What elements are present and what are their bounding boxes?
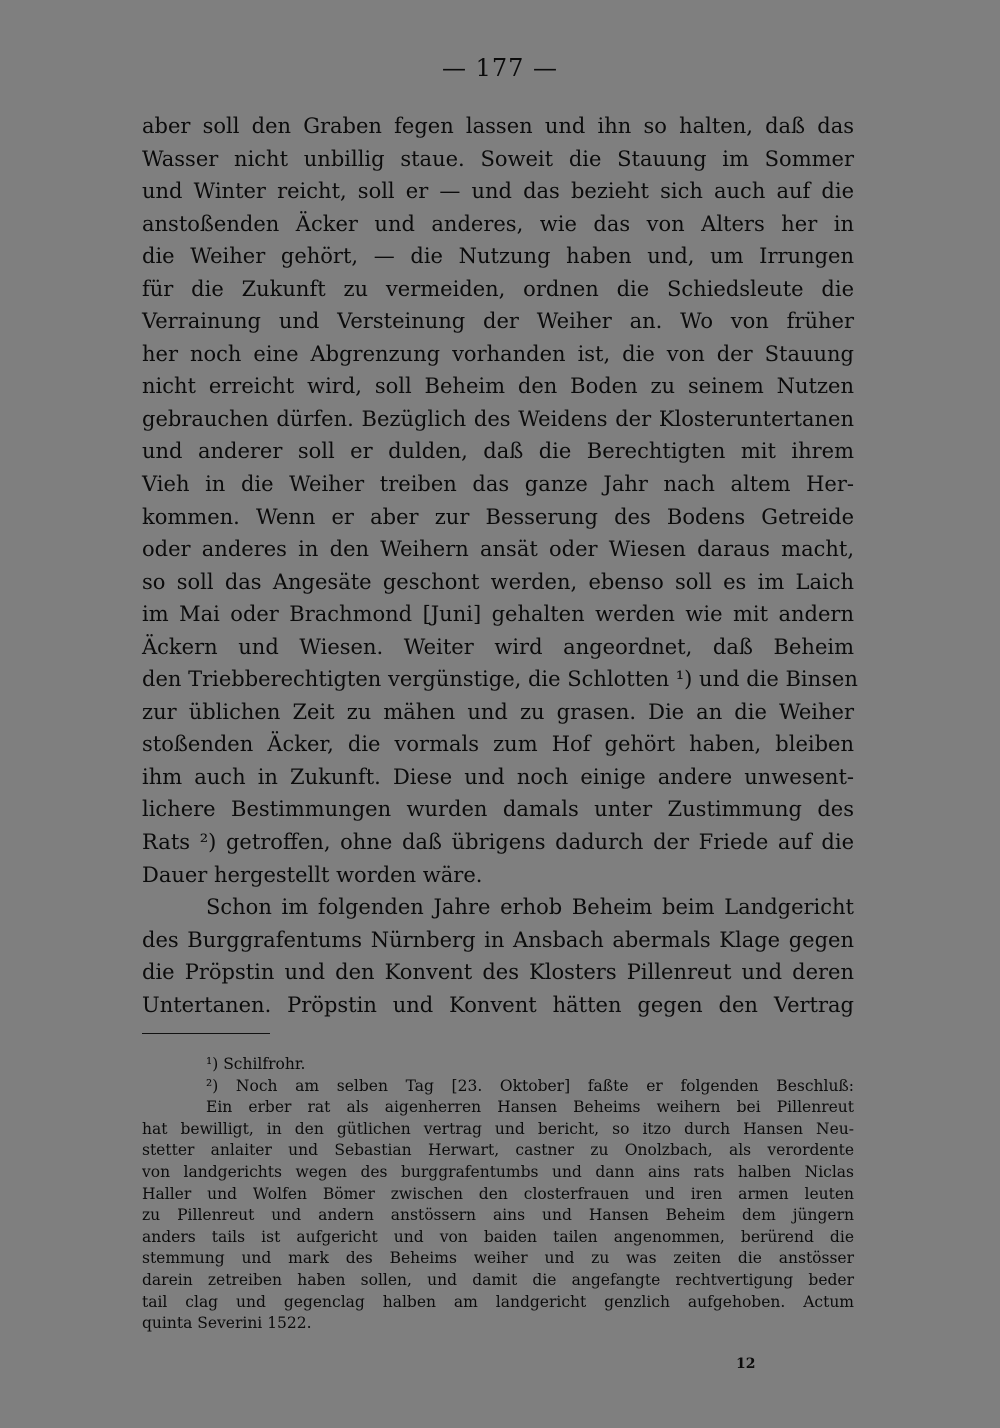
footnote-divider [142,1033,270,1034]
body-line: und anderer soll er dulden, daß die Berechtigten mit ihrem [142,439,854,464]
signature-mark: 12 [736,1356,756,1372]
main-text [142,110,858,1021]
body-line: die Weiher gehört, — die Nutzung haben und, um Irrungen [142,244,854,269]
body-line: her noch eine Abgrenzung vorhanden ist, die von der Stauung [142,341,854,366]
body-line: ihm auch in Zukunft. Diese und noch einige andere unwesent- [142,764,854,789]
body-line: Rats ²) getroffen, ohne daß übrigens dadurch der Friede auf die [142,830,854,855]
footnote-line: tail clag und gegenclag halben am landgericht genzlich aufgehoben. Actum [142,1292,854,1311]
footnote-line: ¹) Schilfrohr. [206,1055,306,1073]
body-line: Verrainung und Versteinung der Weiher an. Wo von früher [142,309,854,334]
body-line: zur üblichen Zeit zu mähen und zu grasen. Die an die Weiher [142,699,854,724]
body-line: aber soll den Graben fegen lassen und ihn so halten, daß das [142,114,854,138]
footnote-line: stemmung und mark des Beheims weiher und zu was zeiten die anstösser [142,1249,854,1268]
footnote-line: Ein erber rat als aigenherren Hansen Beheims weihern bei Pillenreut [206,1098,854,1117]
footnote-line: stetter anlaiter und Sebastian Herwart, castner zu Onolzbach, als verordente [142,1141,854,1160]
footnote-line: Haller und Wolfen Bömer zwischen den closterfrauen und iren armen leuten [142,1184,854,1203]
footnote-line: quinta Severini 1522. [142,1314,312,1333]
body-line: kommen. Wenn er aber zur Besserung des Bodens Getreide [142,504,854,529]
body-line: Wasser nicht unbillig staue. Soweit die Stauung im Sommer [142,146,854,171]
body-line: im Mai oder Brachmond [Juni] gehalten werden wie mit andern [142,602,854,627]
page-number: — 177 — [441,54,559,82]
body-line: Vieh in die Weiher treiben das ganze Jahr nach altem Her- [142,472,854,497]
body-line: des Burggrafentums Nürnberg in Ansbach abermals Klage gegen [142,927,854,952]
footnote-line: darein zetreiben haben sollen, und damit die angefangte rechtvertigung beder [142,1270,854,1289]
body-line: so soll das Angesäte geschont werden, ebenso soll es im Laich [142,569,854,594]
body-line: gebrauchen dürfen. Bezüglich des Weidens der Klosteruntertanen [142,406,854,431]
body-line: stoßenden Äcker, die vormals zum Hof gehört haben, bleiben [142,732,854,757]
footnote-line: von landgerichts wegen des burggrafentumbs und dann ains rats halben Niclas [142,1162,854,1181]
footnote-line: ²) Noch am selben Tag [23. Oktober] faßte er folgenden Beschluß: [206,1076,854,1095]
footnotes [142,1054,854,1335]
body-line: Untertanen. Pröpstin und Konvent hätten gegen den Vertrag [142,992,854,1017]
body-line: nicht erreicht wird, soll Beheim den Boden zu seinem Nutzen [142,374,854,399]
body-line: und Winter reicht, soll er — und das bezieht sich auch auf die [142,179,854,204]
body-line: den Triebberechtigten vergünstige, die Schlotten ¹) und die Binsen [142,667,858,692]
body-line: für die Zukunft zu vermeiden, ordnen die Schiedsleute die [142,276,854,301]
body-line: Dauer hergestellt worden wäre. [142,862,483,887]
footnote-line: anders tails ist aufgericht und von baiden tailen angenommen, berürend die [142,1227,854,1246]
footnote-line: hat bewilligt, in den gütlichen vertrag und bericht, so itzo durch Hansen Neu- [142,1119,854,1138]
body-line: oder anderes in den Weihern ansät oder Wiesen daraus macht, [142,537,854,562]
body-line: lichere Bestimmungen wurden damals unter Zustimmung des [142,797,854,822]
body-line: die Pröpstin und den Konvent des Klosters Pillenreut und deren [142,960,854,985]
body-line: Schon im folgenden Jahre erhob Beheim beim Landgericht [206,895,854,920]
body-line: Äckern und Wiesen. Weiter wird angeordnet, daß Beheim [142,634,854,659]
footnote-line: zu Pillenreut und andern anstössern ains und Hansen Beheim dem jüngern [142,1206,854,1225]
body-line: anstoßenden Äcker und anderes, wie das von Alters her in [142,211,854,236]
